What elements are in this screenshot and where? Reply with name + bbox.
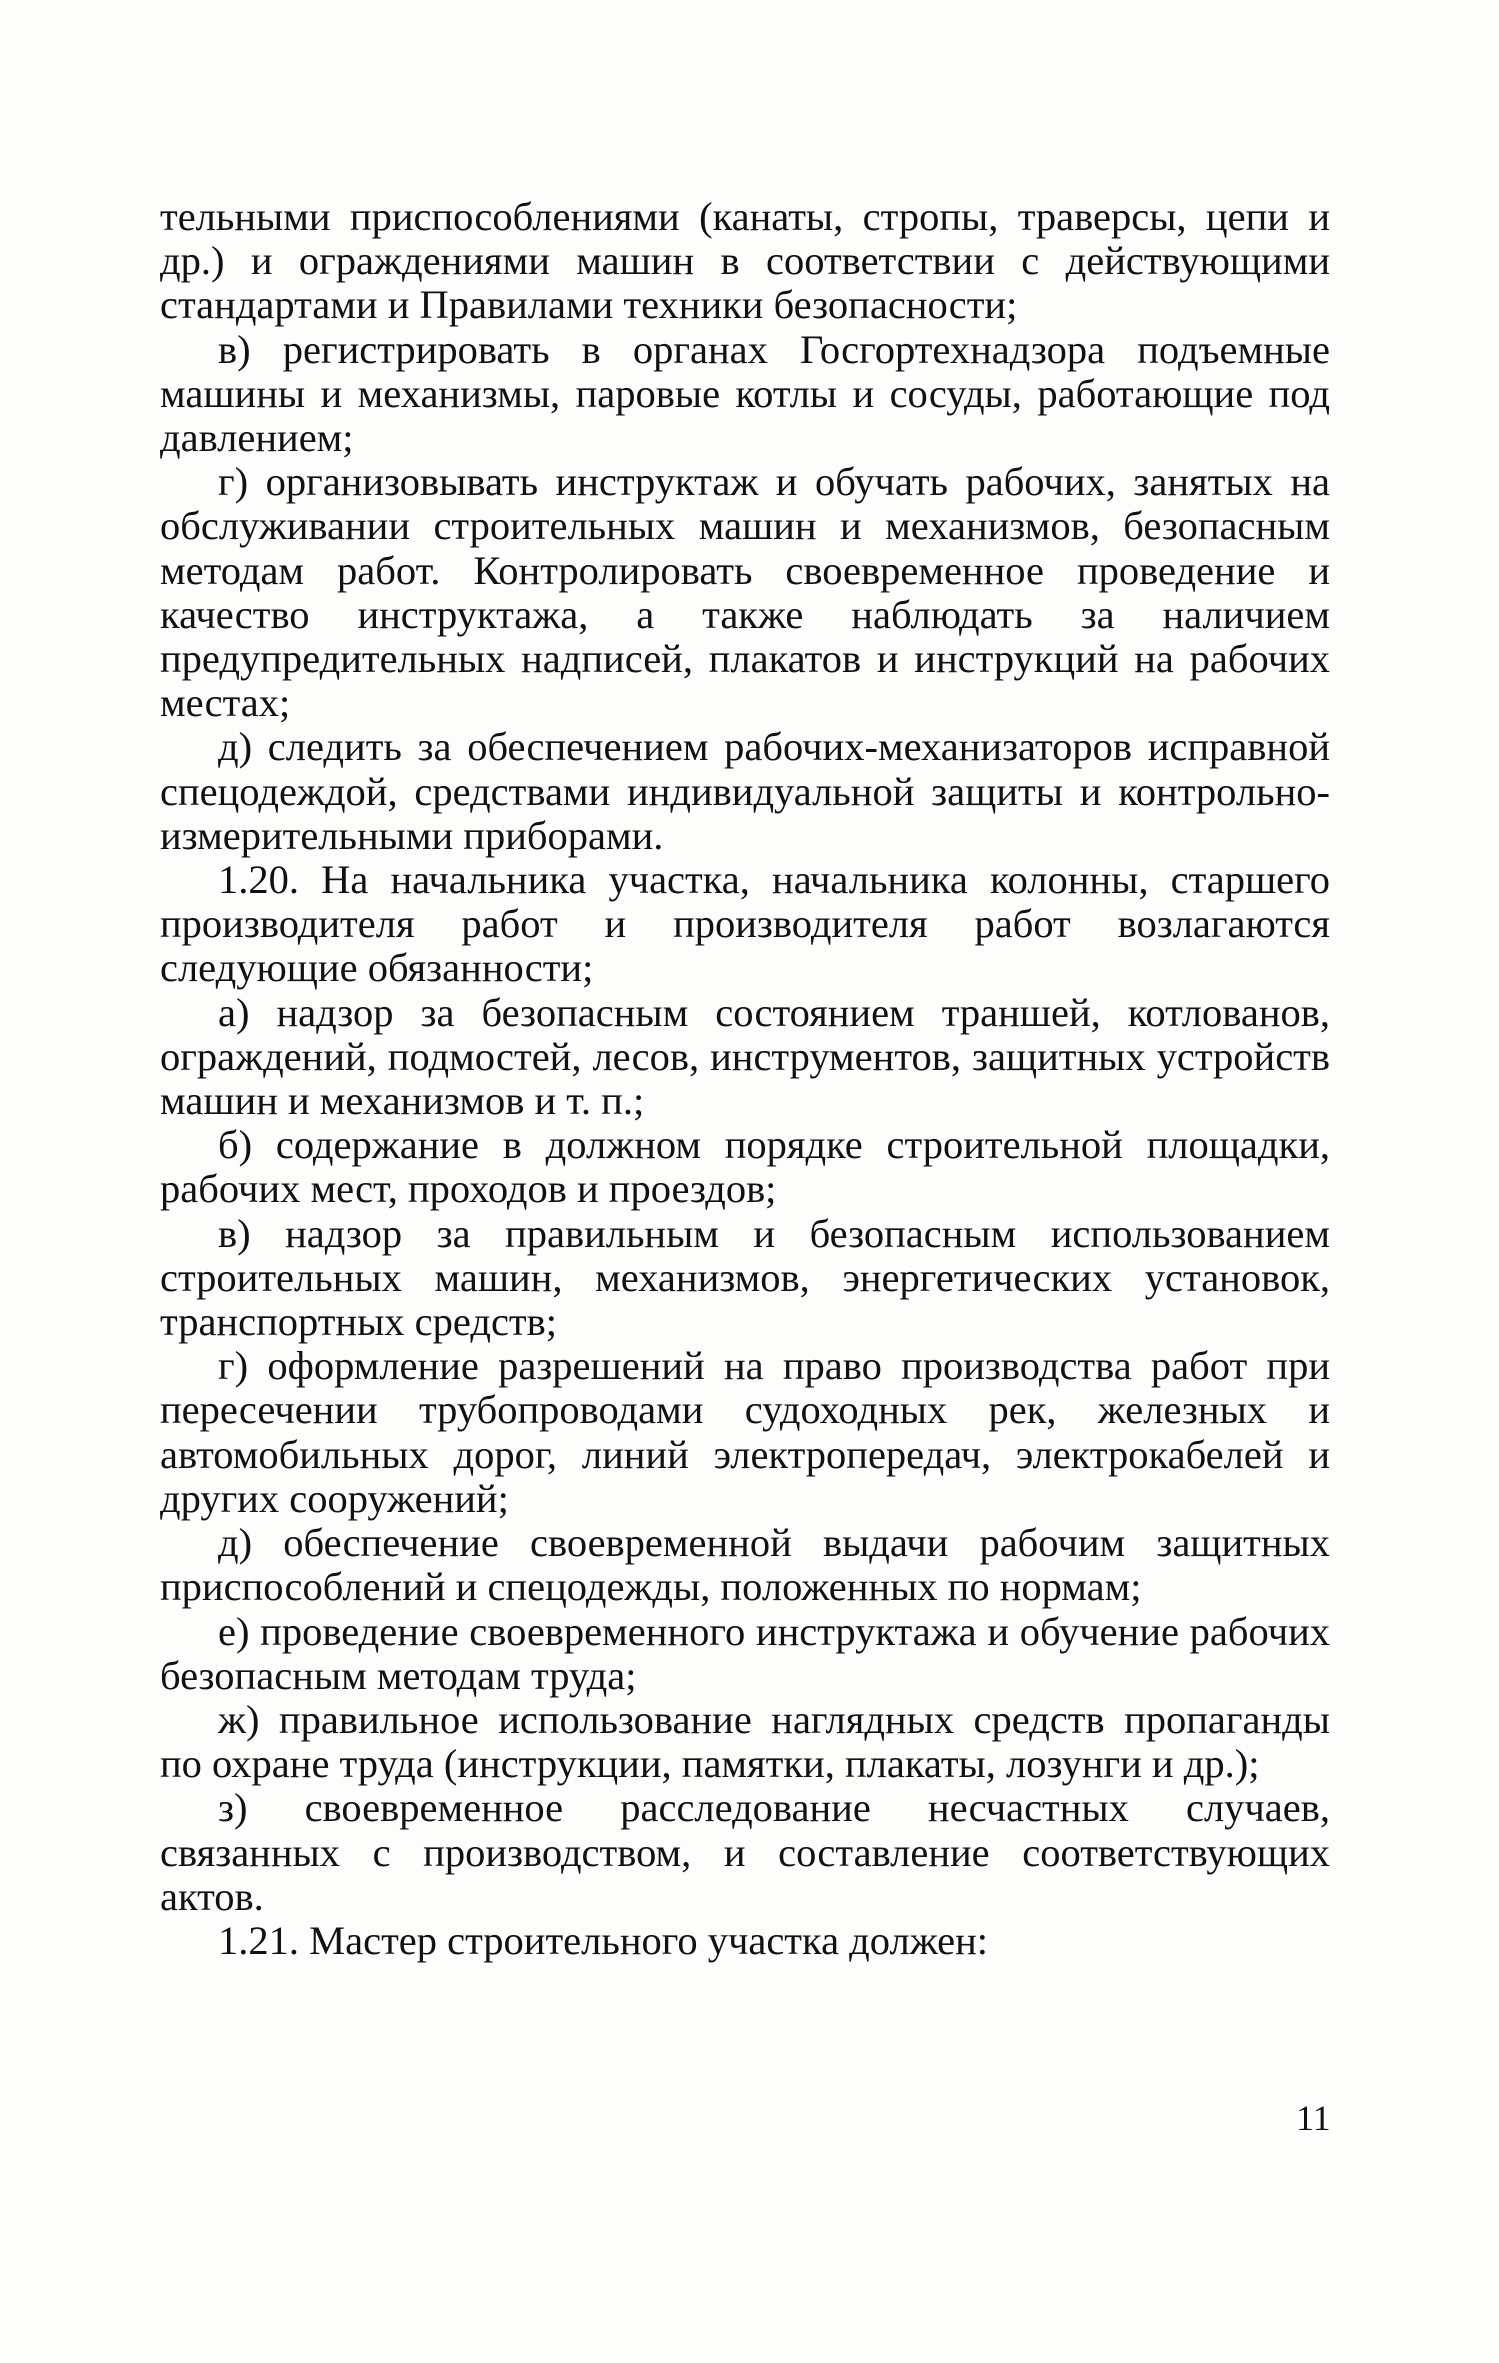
list-item-g-permits: г) оформление разрешений на право производства работ при пересечении трубопроводами судоходных рек, железных и автомобильных дорог, линий электропередач, электрокабелей и других сооружений; <box>160 1343 1330 1521</box>
page-number: 11 <box>1296 2098 1331 2138</box>
paragraph-continuation: тельными приспособлениями (канаты, стропы, траверсы, цепи и др.) и ограждениями машин в соответствии с действующими стандартами и Правилами техники безопасности; <box>160 194 1330 328</box>
list-item-v-machines: в) надзор за правильным и безопасным использованием строительных машин, механизмов, энергетических установок, транспортных средств; <box>160 1210 1330 1345</box>
list-item-d-protective-gear: д) обеспечение своевременной выдачи рабочим защитных приспособлений и спецодежды, положенных по нормам; <box>160 1520 1330 1610</box>
list-item-zh-propaganda: ж) правильное использование наглядных средств пропаганды по охране труда (инструкции, памятки, плакаты, лозунги и др.); <box>160 1696 1330 1787</box>
list-item-e-training: е) проведение своевременного инструктажа и обучение рабочих безопасным методам труда; <box>160 1608 1330 1698</box>
section-1-21: 1.21. Мастер строительного участка должен: <box>218 1917 989 1963</box>
section-1-20: 1.20. На начальника участка, начальника колонны, старшего производителя работ и производителя работ возлагаются следующие обязанности; <box>160 857 1330 991</box>
list-item-d-equipment: д) следить за обеспечением рабочих-механизаторов исправной спецодеждой, средствами индивидуальной защиты и контрольно-измерительными приборами. <box>160 724 1330 858</box>
body-text <box>160 195 1330 1963</box>
list-item-a-supervision: а) надзор за безопасным состоянием траншей, котлованов, ограждений, подмостей, лесов, инструментов, защитных устройств машин и механизмов и т. п.; <box>160 989 1330 1124</box>
list-item-z-investigation: з) своевременное расследование несчастных случаев, связанных с производством, и составление соответствующих актов. <box>160 1785 1330 1919</box>
list-item-b-site-order: б) содержание в должном порядке строительной площадки, рабочих мест, проходов и проездов; <box>160 1122 1330 1212</box>
list-item-v-register: в) регистрировать в органах Госгортехнадзора подъемные машины и механизмы, паровые котлы и сосуды, работающие под давлением; <box>160 326 1330 461</box>
list-item-g-instruct: г) организовывать инструктаж и обучать рабочих, занятых на обслуживании строительных машин и механизмов, безопасным методам работ. Контролировать своевременное проведение и качество инструктажа, а также наблюдать за наличием предупредительных надписей, плакатов и инструкций на рабочих местах; <box>160 459 1330 726</box>
